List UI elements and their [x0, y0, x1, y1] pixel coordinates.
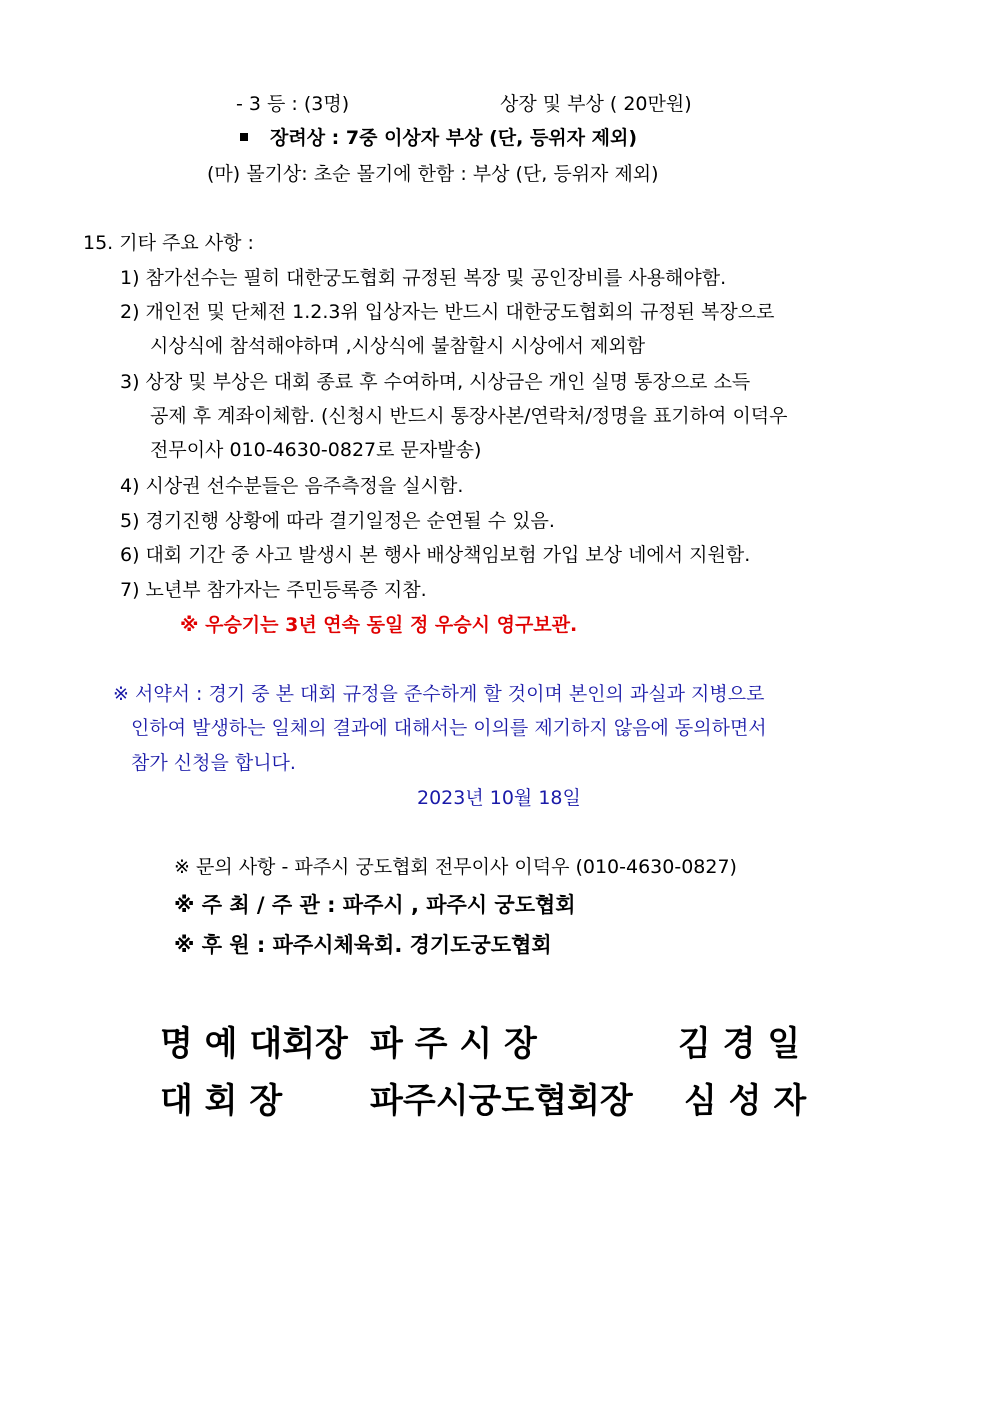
- host-organizer: ※ 주 최 / 주 관 : 파주시 , 파주시 궁도협회: [174, 893, 576, 917]
- list-item: 2) 개인전 및 단체전 1.2.3위 입상자는 반드시 대한궁도협회의 규정된 복장으로: [120, 301, 775, 323]
- square-bullet-icon: [240, 133, 248, 141]
- list-item: 7) 노년부 참가자는 주민등록증 지참.: [120, 579, 427, 601]
- list-item: 6) 대회 기간 중 사고 발생시 본 행사 배상책임보험 가입 보상 네에서 지원함.: [120, 544, 751, 566]
- third-place-prize: 상장 및 부상 ( 20만원): [500, 93, 692, 115]
- bullseye-prize: (마) 몰기상: 초순 몰기에 한함 : 부상 (단, 등위자 제외): [207, 163, 659, 185]
- pledge-line-3: 참가 신청을 합니다.: [131, 752, 296, 774]
- signature-title: 대 회 장: [160, 1081, 283, 1121]
- list-item-continued: 공제 후 계좌이체함. (신청시 반드시 통장사본/연락처/정명을 표기하여 이덕우: [150, 405, 788, 427]
- signature-title: 명 예 대회장: [160, 1024, 348, 1064]
- pledge-line-2: 인하여 발생하는 일체의 결과에 대해서는 이의를 제기하지 않음에 동의하면서: [131, 717, 767, 739]
- list-item-continued: 전무이사 010-4630-0827로 문자발송): [150, 439, 482, 461]
- signature-org: 파 주 시 장: [370, 1024, 537, 1064]
- list-item: 4) 시상권 선수분들은 음주측정을 실시함.: [120, 475, 464, 497]
- list-item: 3) 상장 및 부상은 대회 종료 후 수여하며, 시상금은 개인 실명 통장으로 소득: [120, 371, 751, 393]
- pledge-date: 2023년 10월 18일: [417, 787, 581, 809]
- pledge-line-1: ※ 서약서 : 경기 중 본 대회 규정을 준수하게 할 것이며 본인의 과실과 지병으로: [113, 683, 765, 705]
- sponsor: ※ 후 원 : 파주시체육회. 경기도궁도협회: [174, 933, 552, 957]
- list-item-continued: 시상식에 참석해야하며 ,시상식에 불참할시 시상에서 제외함: [150, 335, 646, 357]
- encouragement-text: 장려상 : 7중 이상자 부상 (단, 등위자 제외): [270, 127, 638, 149]
- championship-flag-notice: ※ 우승기는 3년 연속 동일 정 우승시 영구보관.: [180, 614, 578, 636]
- list-item: 1) 참가선수는 필히 대한궁도협회 규정된 복장 및 공인장비를 사용해야함.: [120, 267, 727, 289]
- signature-name: 김 경 일: [678, 1024, 801, 1064]
- third-place-label: - 3 등 : (3명): [236, 93, 350, 115]
- encouragement-prize: [240, 126, 637, 150]
- signature-name: 심 성 자: [684, 1081, 807, 1121]
- signature-row-president: [160, 1081, 840, 1121]
- section-15-heading: 15. 기타 주요 사항 :: [83, 232, 254, 254]
- signature-row-honorary: [160, 1024, 840, 1064]
- list-item: 5) 경기진행 상황에 따라 결기일정은 순연될 수 있음.: [120, 510, 555, 532]
- inquiry-contact: ※ 문의 사항 - 파주시 궁도협회 전무이사 이덕우 (010-4630-0827): [174, 856, 737, 878]
- signature-org: 파주시궁도협회장: [370, 1081, 633, 1121]
